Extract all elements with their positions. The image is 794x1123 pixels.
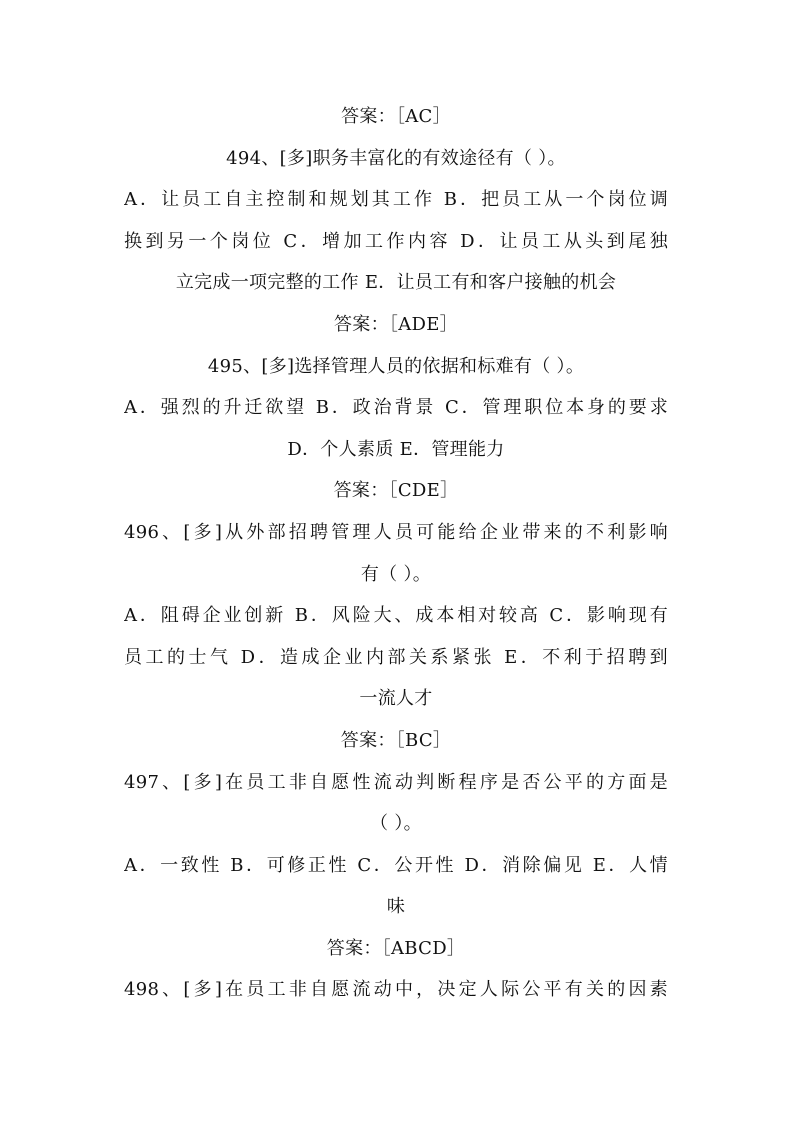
question-498-stem-line-1: 498、[多]在员工非自愿流动中，决定人际公平有关的因素 [124,979,668,1001]
question-497-options-line-2: 味 [386,896,406,918]
answer-494: 答案：［ADE］ [334,313,458,335]
question-495-options-line-2: D．个人素质 E．管理能力 [287,438,505,460]
question-497-stem-line-1: 497、[多]在员工非自愿性流动判断程序是否公平的方面是 [124,771,668,793]
question-497-options-line-1: A．一致性 B．可修正性 C．公开性 D．消除偏见 E．人情 [124,854,668,876]
document-page [124,96,668,1011]
answer-495: 答案：［CDE］ [333,480,459,502]
answer-497: 答案：［ABCD］ [326,937,466,959]
question-494-options-line-1: A．让员工自主控制和规划其工作 B．把员工从一个岗位调 [124,189,668,211]
question-496-stem-line-1: 496、[多]从外部招聘管理人员可能给企业带来的不利影响 [124,521,668,543]
question-496-options-line-3: 一流人才 [359,688,433,710]
question-494-stem: 494、[多]职务丰富化的有效途径有（ ）。 [226,147,566,169]
question-495-options-line-1: A．强烈的升迁欲望 B．政治背景 C．管理职位本身的要求 [124,397,668,419]
question-494-options-line-2: 换到另一个岗位 C．增加工作内容 D．让员工从头到尾独 [124,230,668,252]
question-496-stem-line-2: 有（ ）。 [360,563,432,585]
question-497-stem-line-2: （ ）。 [370,813,422,835]
answer-493: 答案：［AC］ [341,106,451,127]
question-496-options-line-2: 员工的士气 D．造成企业内部关系紧张 E．不利于招聘到 [124,646,668,668]
question-495-stem: 495、[多]选择管理人员的依据和标难有（ ）。 [207,355,585,377]
question-494-options-line-3: 立完成一项完整的工作 E．让员工有和客户接触的机会 [175,272,617,294]
question-496-options-line-1: A．阻碍企业创新 B．风险大、成本相对较高 C．影响现有 [124,605,668,627]
answer-496: 答案：［BC］ [340,729,452,751]
